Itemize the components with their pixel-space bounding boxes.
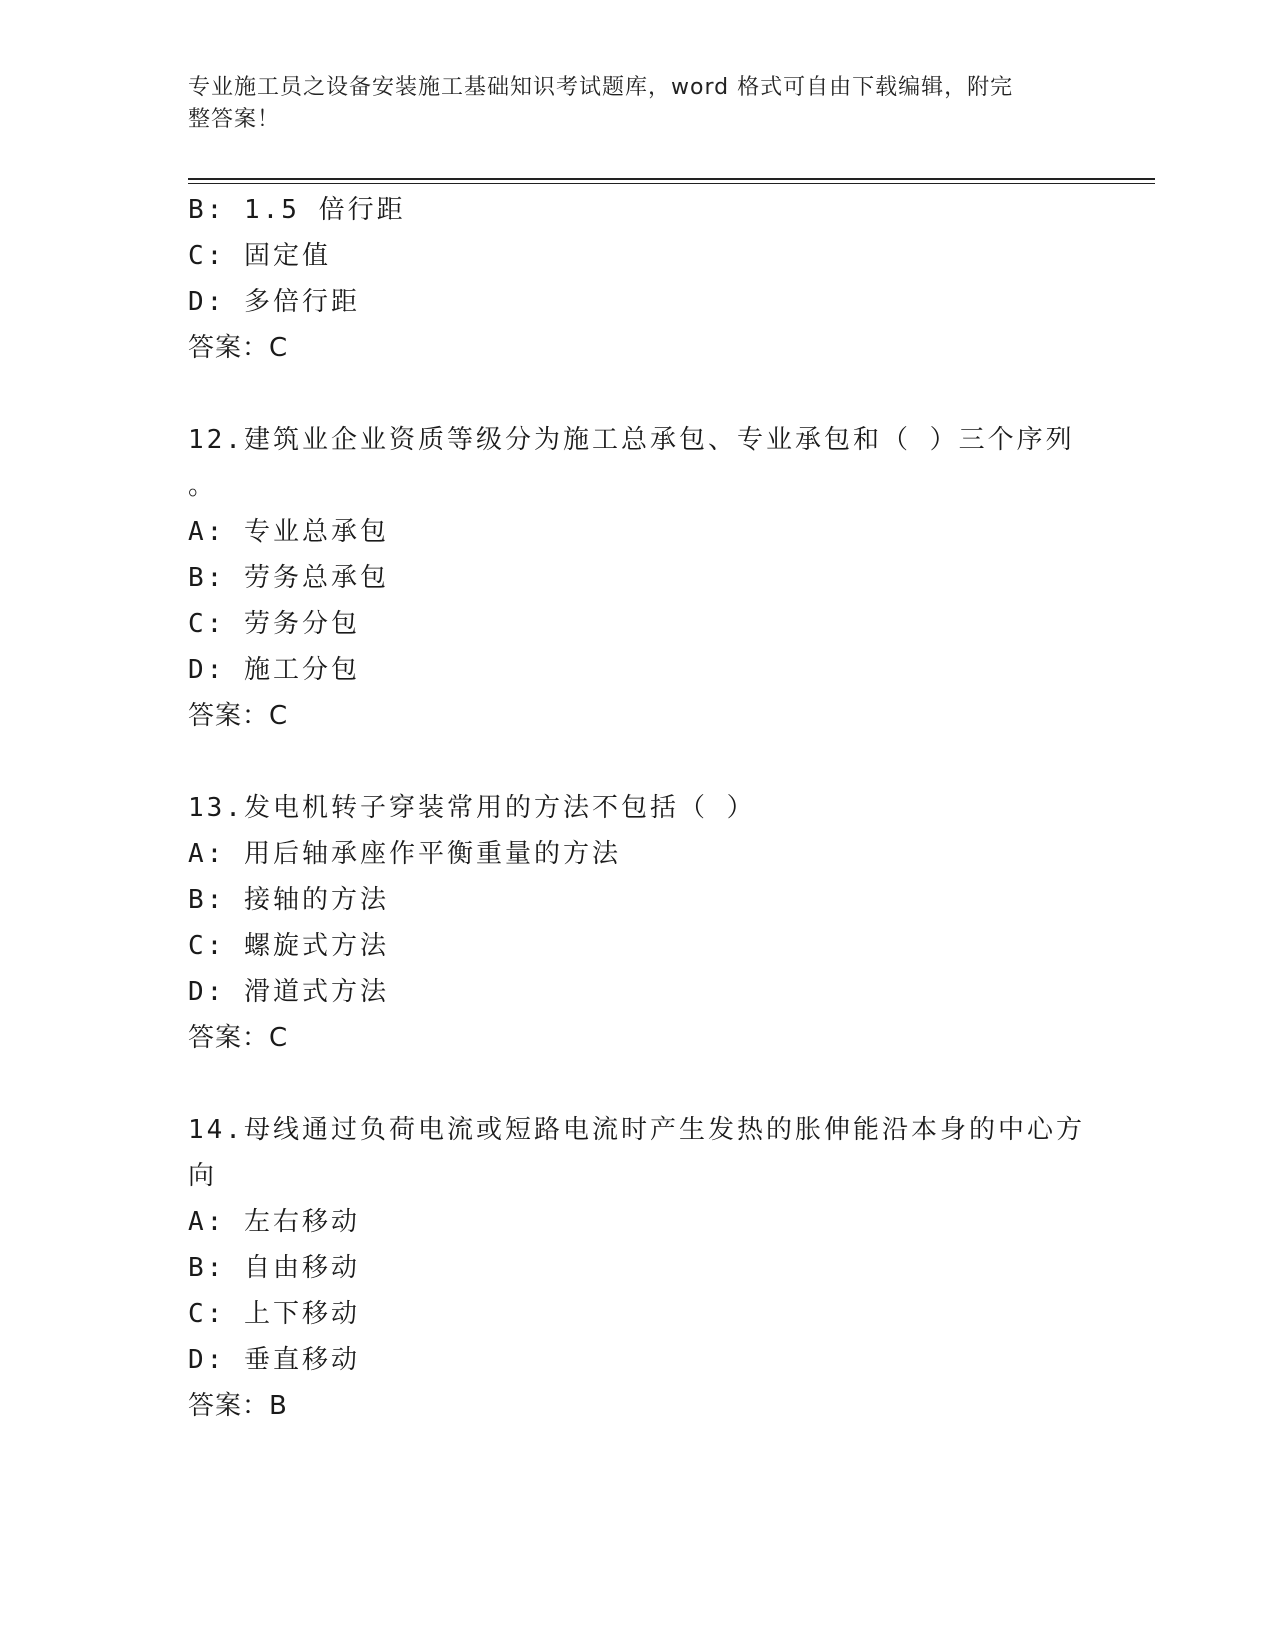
answer-line: 答案：B <box>188 1391 288 1421</box>
spacer <box>188 1061 1088 1107</box>
option-c: C: 上下移动 <box>188 1299 360 1329</box>
question-13 <box>188 785 1088 1061</box>
answer-line: 答案：C <box>188 701 289 731</box>
option-b: B: 劳务总承包 <box>188 563 389 593</box>
answer-line: 答案：C <box>188 333 289 363</box>
question-stem: 14.母线通过负荷电流或短路电流时产生发热的胀伸能沿本身的中心方 <box>188 1115 1085 1145</box>
option-d: D: 滑道式方法 <box>188 977 389 1007</box>
header-rule-thick <box>188 178 1155 180</box>
header-rule-thin <box>188 183 1155 184</box>
option-d: D: 施工分包 <box>188 655 360 685</box>
option-b: B: 1.5 倍行距 <box>188 195 406 225</box>
spacer <box>188 371 1088 417</box>
option-d: D: 垂直移动 <box>188 1345 360 1375</box>
header-line-1: 专业施工员之设备安装施工基础知识考试题库，word 格式可自由下载编辑，附完 <box>188 75 1014 100</box>
option-d: D: 多倍行距 <box>188 287 360 317</box>
option-c: C: 螺旋式方法 <box>188 931 389 961</box>
question-12 <box>188 417 1088 739</box>
answer-line: 答案：C <box>188 1023 289 1053</box>
option-b: B: 接轴的方法 <box>188 885 389 915</box>
option-c: C: 固定值 <box>188 241 331 271</box>
option-b: B: 自由移动 <box>188 1253 360 1283</box>
question-stem-cont: 。 <box>188 471 218 501</box>
document-header <box>188 72 1068 136</box>
question-stem-cont: 向 <box>188 1161 218 1191</box>
option-c: C: 劳务分包 <box>188 609 360 639</box>
question-content <box>188 187 1088 1429</box>
question-14 <box>188 1107 1088 1429</box>
option-a: A: 用后轴承座作平衡重量的方法 <box>188 839 621 869</box>
spacer <box>188 739 1088 785</box>
header-line-2: 整答案！ <box>188 107 281 132</box>
option-a: A: 左右移动 <box>188 1207 360 1237</box>
question-stem: 12.建筑业企业资质等级分为施工总承包、专业承包和（ ）三个序列 <box>188 425 1075 455</box>
option-a: A: 专业总承包 <box>188 517 389 547</box>
question-stem: 13.发电机转子穿装常用的方法不包括（ ） <box>188 793 756 823</box>
question-11-continuation <box>188 187 1088 371</box>
